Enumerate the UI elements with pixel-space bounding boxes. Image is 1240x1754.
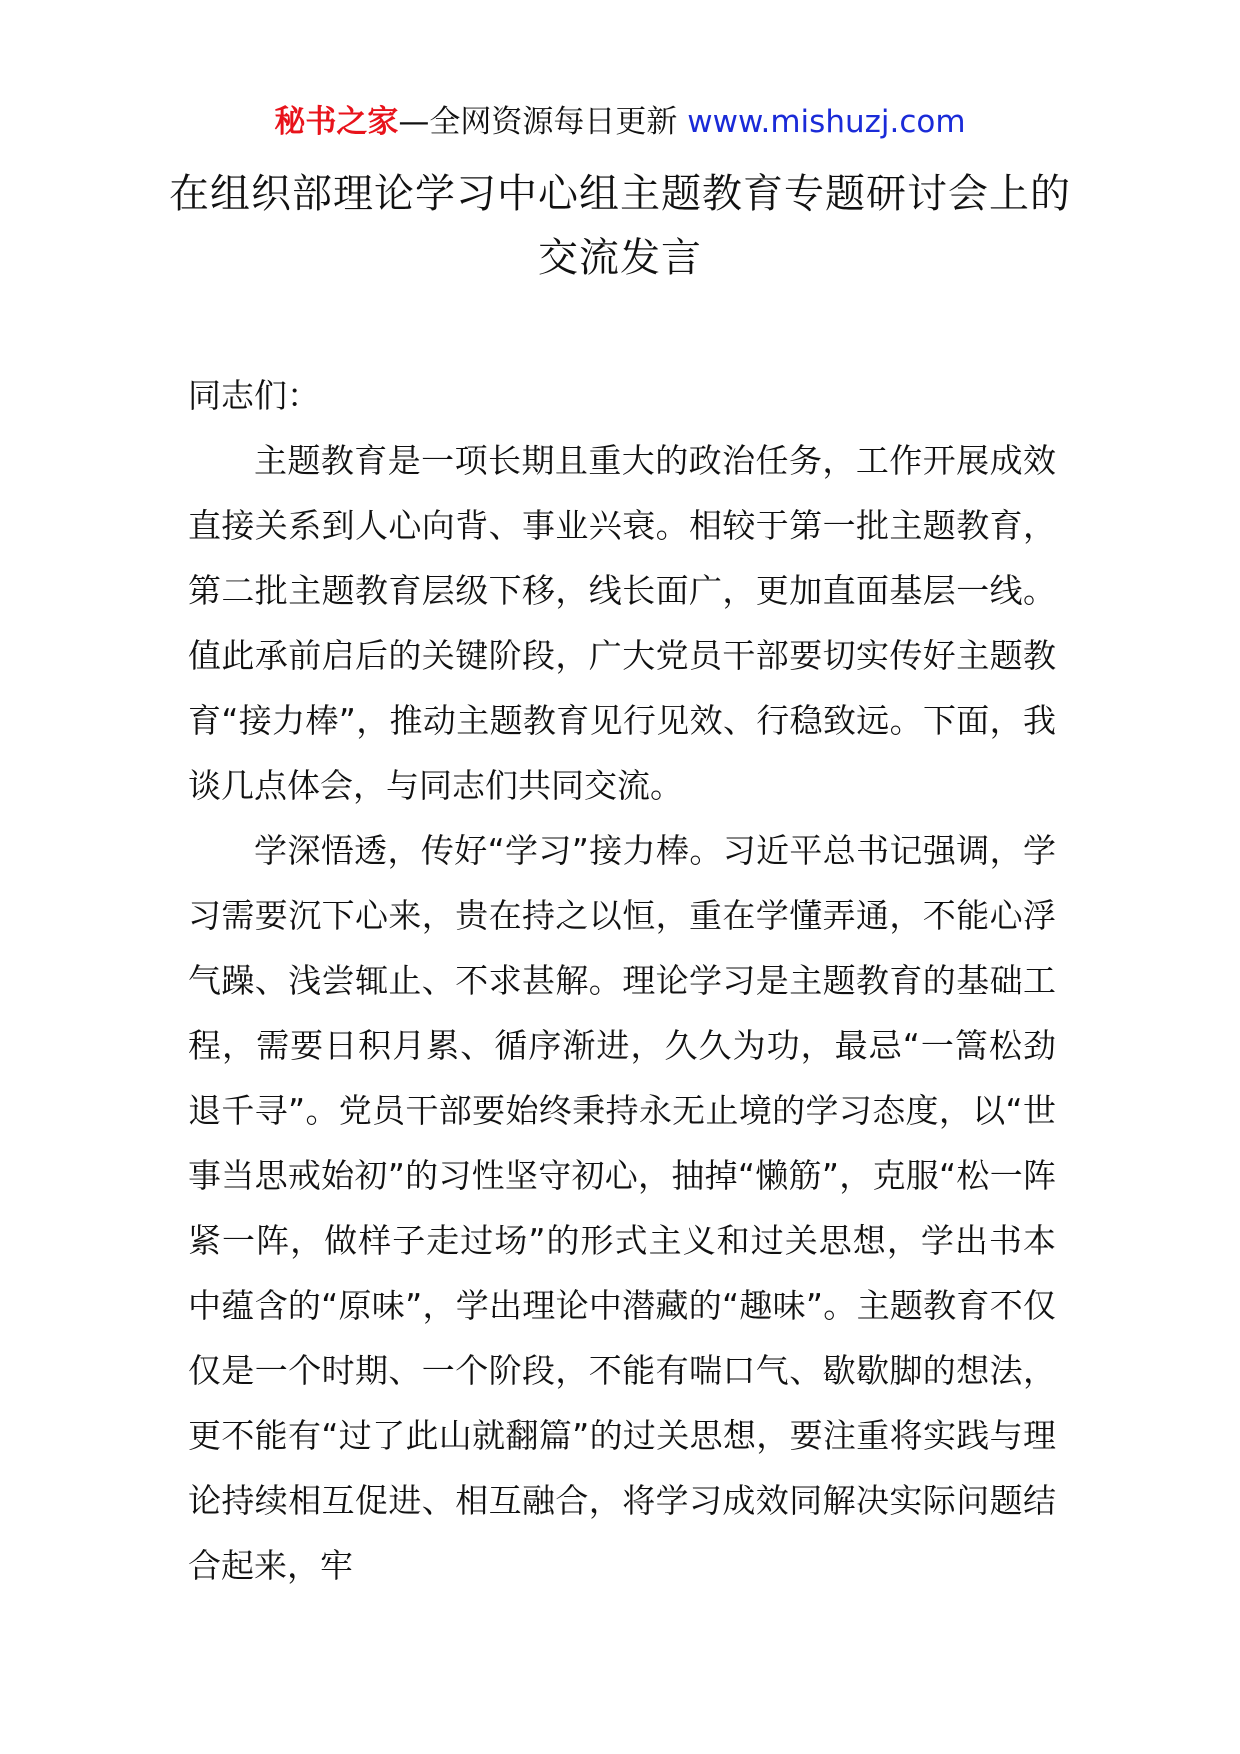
site-slogan: —全网资源每日更新: [398, 104, 688, 140]
document-title: 在组织部理论学习中心组主题教育专题研讨会上的交流发言: [169, 171, 1071, 281]
site-header: [0, 100, 1240, 144]
site-url-link[interactable]: www.mishuzj.com: [687, 104, 966, 140]
document-body: [188, 363, 1056, 1598]
site-brand: 秘书之家: [274, 104, 399, 140]
paragraph-intro: 主题教育是一项长期且重大的政治任务，工作开展成效直接关系到人心向背、事业兴衰。相较于第一批主题教育，第二批主题教育层级下移，线长面广，更加直面基层一线。值此承前启后的关键阶段，广大党员干部要切实传好主题教育“接力棒”，推动主题教育见行见效、行稳致远。下面，我谈几点体会，与同志们共同交流。: [188, 441, 1056, 805]
paragraph-study-text: 习近平总书记强调，学习需要沉下心来，贵在持之以恒，重在学懂弄通，不能心浮气躁、浅尝辄止、不求甚解。理论学习是主题教育的基础工程，需要日积月累、循序渐进，久久为功，最忌“一篙松劲退千寻”。党员干部要始终秉持永无止境的学习态度，以“世事当思戒始初”的习性坚守初心，抽掉“懒筋”，克服“松一阵紧一阵，做样子走过场”的形式主义和过关思想，学出书本中蕴含的“原味”，学出理论中潜藏的“趣味”。主题教育不仅仅是一个时期、一个阶段，不能有喘口气、歇歇脚的想法，更不能有“过了此山就翻篇”的过关思想，要注重将实践与理论持续相互促进、相互融合，将学习成效同解决实际问题结合起来，牢: [188, 831, 1057, 1585]
paragraph-study: [188, 818, 1056, 1598]
salutation: 同志们：: [188, 376, 320, 415]
paragraph-study-heading: 学深悟透，传好“学习”接力棒。: [254, 831, 723, 870]
